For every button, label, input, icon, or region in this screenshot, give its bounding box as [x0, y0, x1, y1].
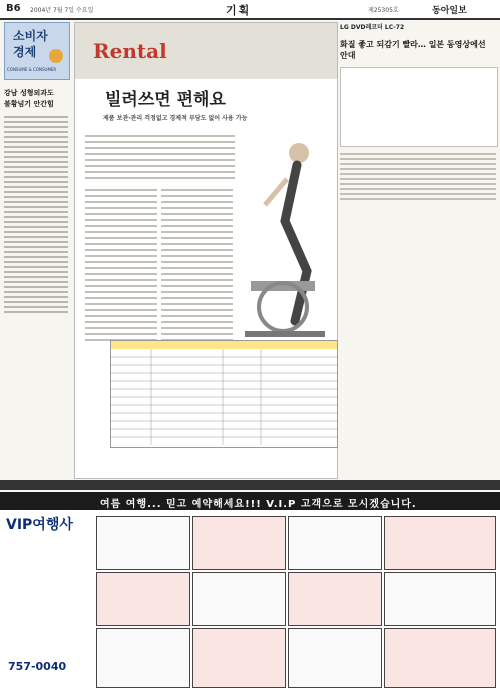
table-header: [111, 341, 337, 349]
ad-tour-cell: [288, 572, 382, 626]
sidebar-body: [4, 116, 68, 313]
ad-tour-cell: [384, 572, 496, 626]
rental-table: [110, 340, 338, 448]
feature-subtitle: 제품 보관·관리 걱정없고 경제적 부담도 없어 사용 가능: [103, 115, 248, 122]
ad-tour-cell: [192, 628, 286, 688]
edition-number: 제25305호: [368, 7, 399, 14]
travel-advertisement: [0, 492, 500, 691]
product-review-column: [340, 22, 496, 477]
ad-slogan-strip: [0, 492, 500, 510]
corner-label: LG DVD레코더 LC-72: [340, 24, 405, 31]
brand-circle-icon: [49, 49, 63, 63]
rental-word: Rental: [93, 39, 167, 63]
ad-tour-cell: [384, 516, 496, 570]
newspaper-logo: 동아일보: [432, 6, 467, 16]
page-number: B6: [6, 3, 21, 14]
review-body: [340, 153, 496, 200]
ad-brand: VIP여행사: [6, 517, 73, 533]
sidebar-headline: 강남 성형외과도 불황넘기 안간힘: [4, 89, 54, 108]
brand-line-2: 경제: [13, 45, 37, 59]
product-spec-box: [340, 67, 498, 147]
ad-tour-cell: [96, 572, 190, 626]
ad-tour-cell: [288, 628, 382, 688]
table-rows: [111, 349, 337, 445]
ad-tour-cell: [288, 516, 382, 570]
review-headline: 화질 좋고 되감기 빨라… 일본 동영상에선 안대: [340, 40, 486, 60]
ad-tour-cell: [384, 628, 496, 688]
ad-tour-cell: [192, 572, 286, 626]
section-title: 기획: [226, 4, 252, 17]
ad-tour-cell: [96, 628, 190, 688]
exercise-bike-photo: [237, 131, 333, 351]
ad-tour-cell: [192, 516, 286, 570]
column-brand-box: [4, 22, 70, 80]
page-header: [0, 0, 500, 20]
consumer-column: [4, 22, 68, 407]
issue-date: 2004년 7월 7일 수요일: [30, 7, 94, 14]
brand-tagline: CONSUME & CONSUMER: [7, 67, 57, 72]
feature-title: 빌려쓰면 편해요: [105, 90, 226, 110]
section-divider: [0, 480, 500, 490]
brand-line-1: 소비자: [13, 29, 48, 43]
ad-phone: 757-0040: [8, 660, 67, 673]
ad-tour-cell: [96, 516, 190, 570]
ad-slogan: 여름 여행... 믿고 예약해세요!!! V.I.P 고객으로 모시겠습니다.: [100, 499, 417, 510]
